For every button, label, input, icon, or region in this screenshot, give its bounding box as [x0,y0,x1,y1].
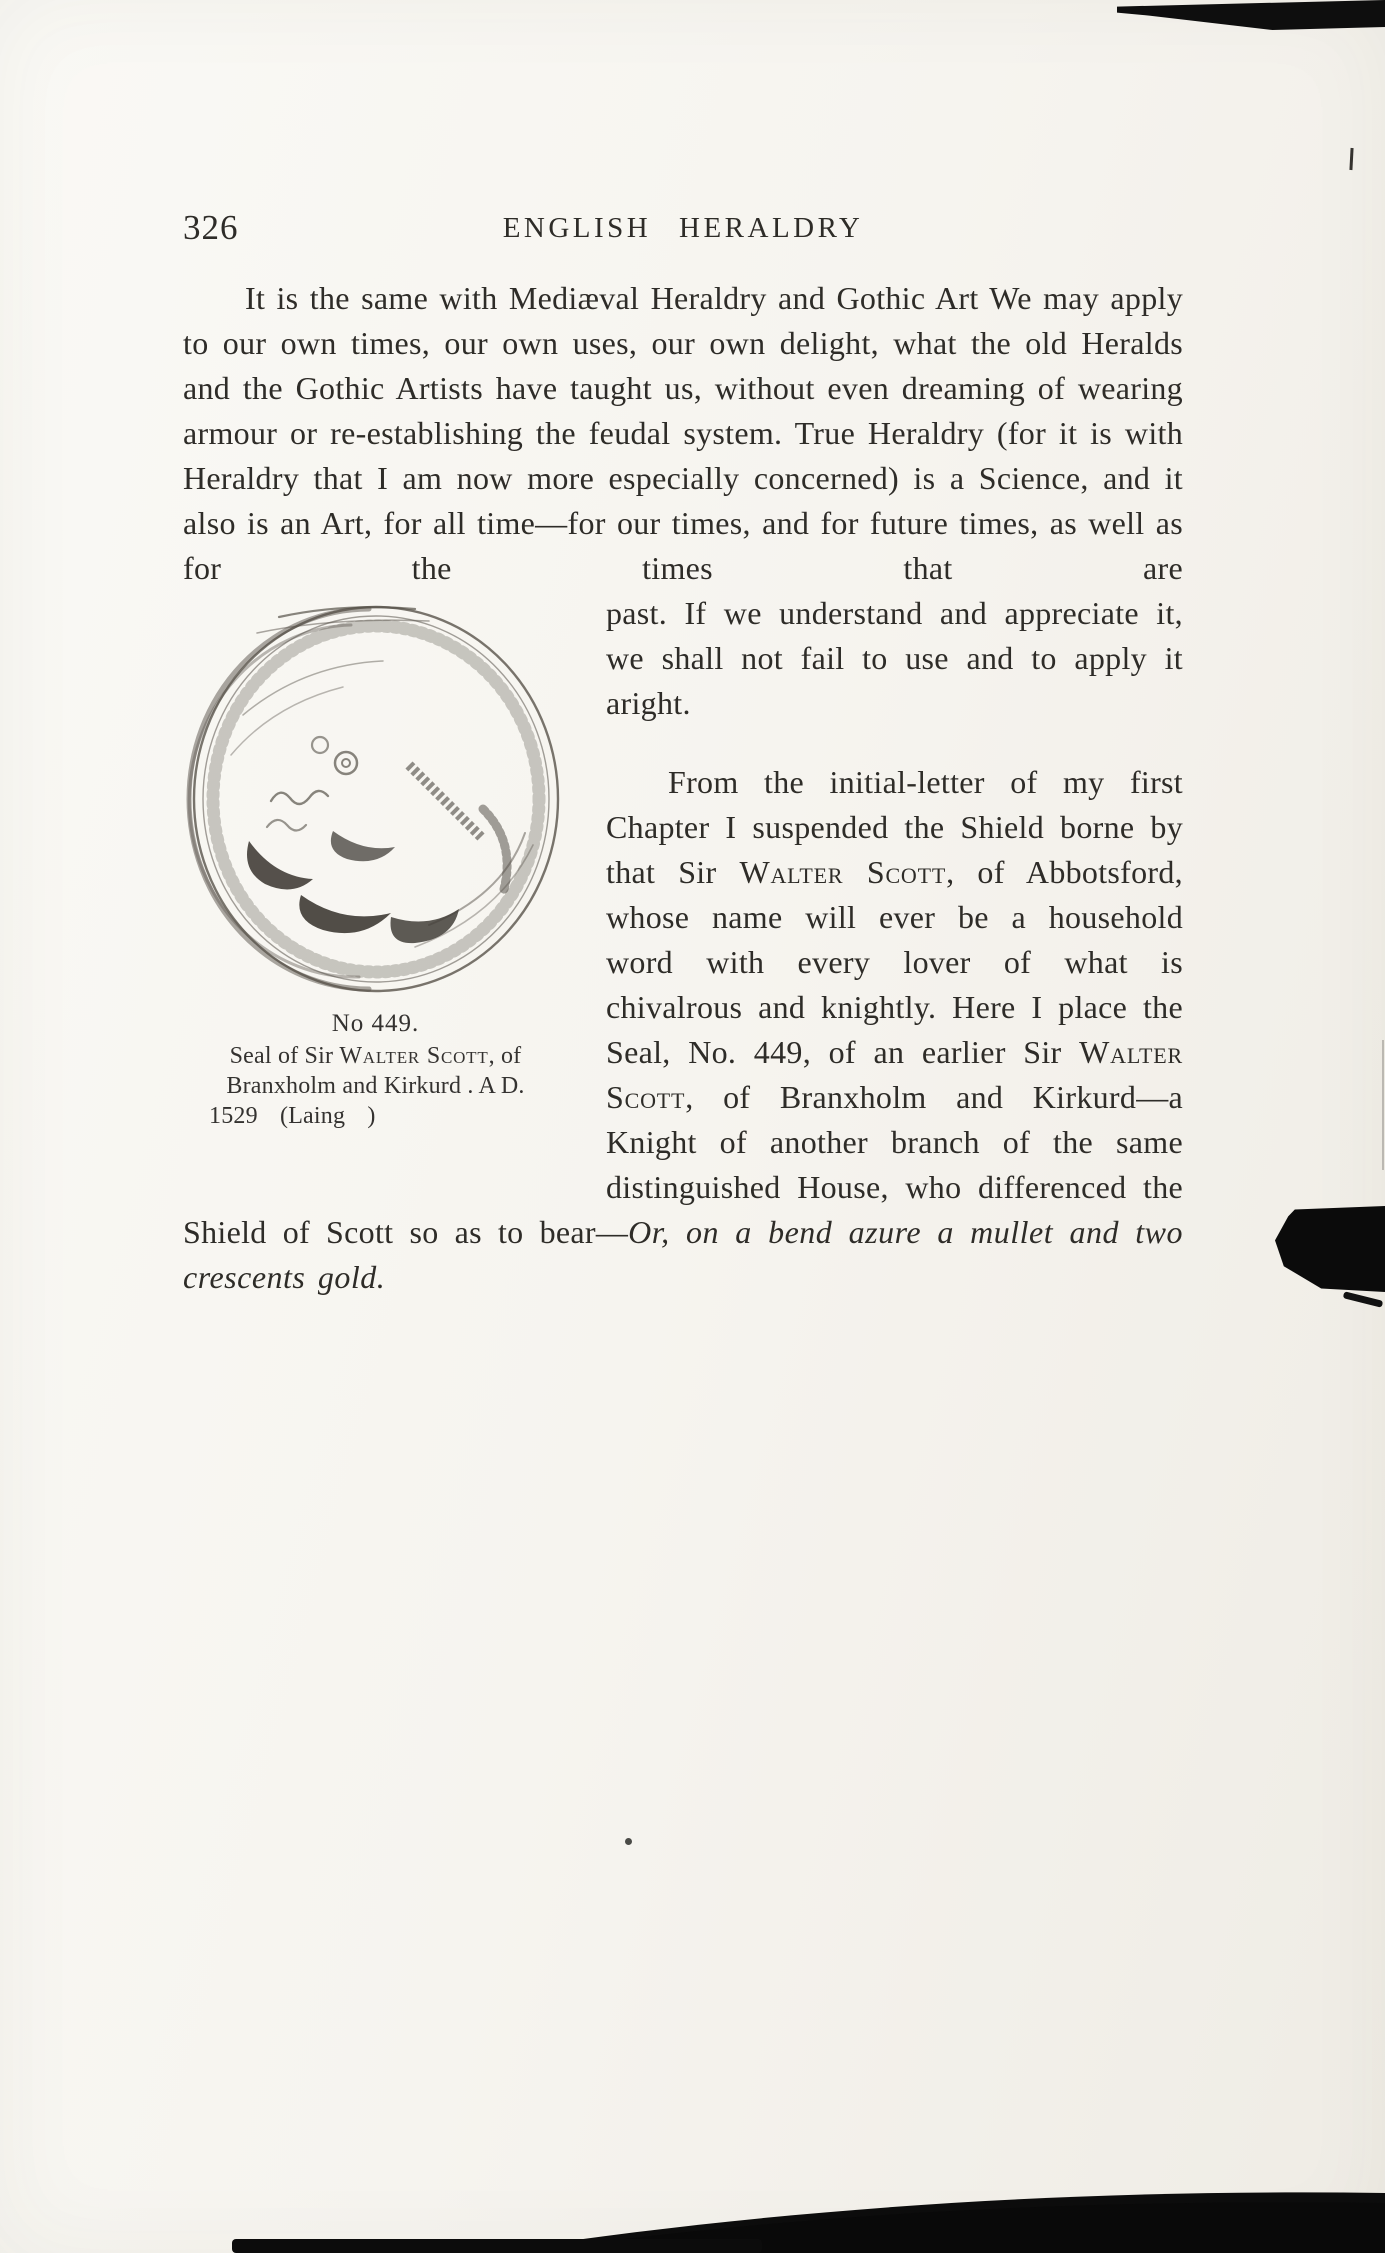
scan-artifact-right-edge-tail [1343,1291,1384,1307]
para2-blazon-italic: Or, on a bend azure a mullet and two crescents gold. [183,1214,1184,1295]
caption-segment: , of [488,1043,522,1069]
caption-figure-number: No 449. [331,1010,420,1037]
caption-line-2 [183,1041,568,1071]
scan-artifact-right-edge [1275,1206,1385,1292]
running-title: ENGLISH HERALDRY [502,212,864,244]
page-header [183,208,1183,258]
scan-artifact-edge-line [1382,1040,1384,1170]
caption-line-4: 1529 (Laing ) [209,1103,376,1129]
seal-illustration [183,595,568,995]
caption-line-3: Branxholm and Kirkurd . A D. [226,1073,525,1099]
para2-segment-1: From the initial-letter of my first Chapter I suspended the Shield borne by that Sir [606,764,1183,890]
para2-name-small-caps-1: Walter Scott [739,854,947,890]
paragraph-1-continued: past. If we understand and appreciate it, we shall not fail to use and to apply it aright. [606,595,1183,721]
page-body [183,276,1183,1300]
seal-caption [183,1009,568,1131]
scan-artifact-bottom-curve [0,2143,1385,2253]
caption-name-small-caps: Walter Scott [339,1043,489,1069]
para2-name-small-caps-2: Walter Scott [606,1034,1183,1115]
caption-segment: Seal of Sir [229,1043,340,1069]
scan-artifact-top-right [1117,0,1385,30]
paragraph-1: It is the same with Mediæval Heraldry and Gothic Art We may apply to our own times, our own uses, our own delight, what the old Heralds and the Gothic Artists have taught us, without even dreaming of wearing armour or re-establishing the feudal system. True Heraldry (for it is with Heraldry that I am now more especially concerned) is a Science, and it also is an Art, for all time—for our times, and for future times, as well as for the times that are [183,280,1183,586]
wrap-zone [183,591,1183,1300]
scan-artifact-tick-mark [1349,148,1353,170]
para2-segment-3: , of Branxholm and Kirkurd—a Knight of another branch of the same distinguished House, who differenced the Shield of Scott so as to bear— [183,1079,1183,1250]
seal-figure [183,595,568,1131]
page-number: 326 [183,208,239,247]
scan-artifact-dot [625,1838,632,1845]
para2-segment-2: , of Abbotsford, whose name will ever be a household word with every lover of what is chivalrous and knightly. Here I place the Seal, No. 449, of an earlier Sir [606,854,1183,1070]
